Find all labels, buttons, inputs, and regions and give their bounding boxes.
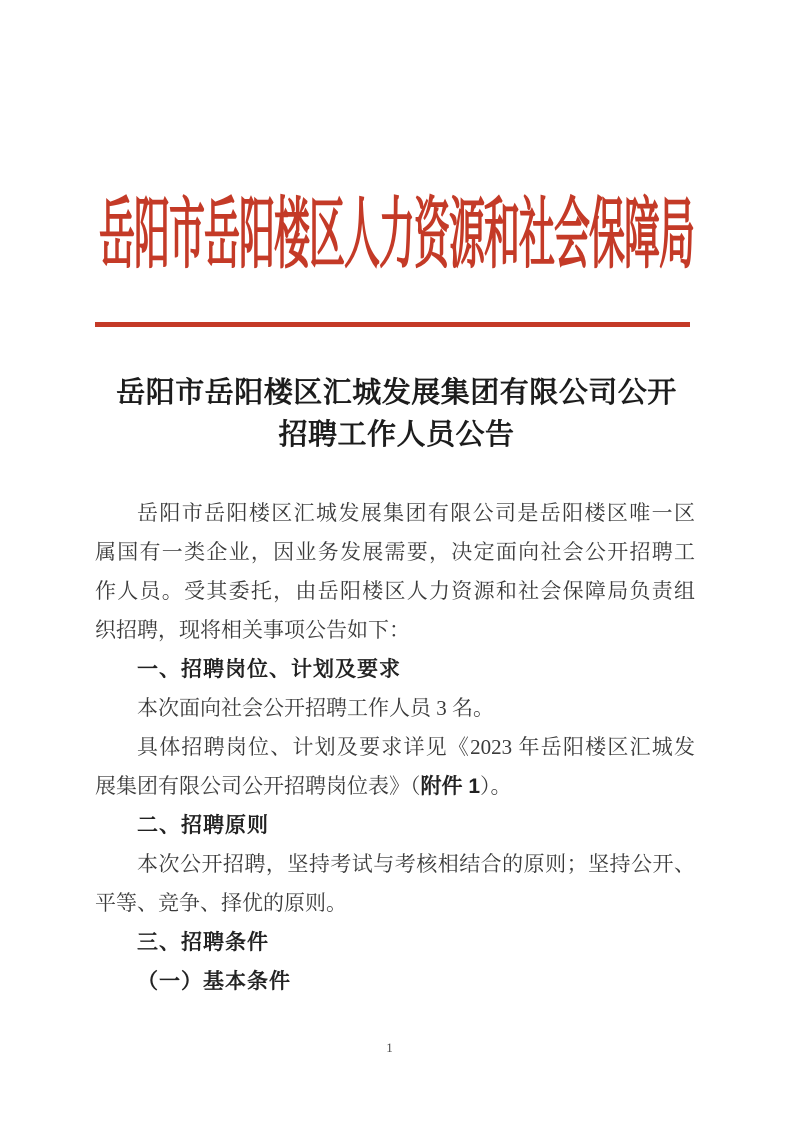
- section1-paragraph-2-line-2: [95, 767, 695, 806]
- section2-paragraph-line-2: 平等、竞争、择优的原则。: [95, 891, 347, 915]
- section1-paragraph-2-line-2-closing: ）。: [480, 774, 512, 798]
- section2-paragraph-line-1: 本次公开招聘，坚持考试与考核相结合的原则；坚持公开、: [137, 852, 695, 876]
- intro-paragraph-line-2: 属国有一类企业，因业务发展需要，决定面向社会公开招聘工: [95, 540, 695, 564]
- intro-paragraph-line-3: 作人员。受其委托，由岳阳楼区人力资源和社会保障局负责组: [95, 579, 695, 603]
- page-number: 1: [386, 1040, 393, 1055]
- attachment-1-reference: 附件 1: [420, 775, 481, 798]
- section2-heading: 二、招聘原则: [137, 814, 269, 837]
- section3-subheading-1: （一）基本条件: [137, 970, 291, 993]
- letterhead-divider-rule: [95, 322, 690, 327]
- document-title-line1: 岳阳市岳阳楼区汇城发展集团有限公司公开: [116, 377, 677, 409]
- document-title-line2: 招聘工作人员公告: [278, 419, 515, 451]
- intro-paragraph-line-4: 织招聘，现将相关事项公告如下：: [95, 618, 410, 642]
- document-title: [0, 372, 793, 456]
- section3-heading: 三、招聘条件: [137, 931, 269, 954]
- section1-heading: 一、招聘岗位、计划及要求: [137, 658, 401, 681]
- letterhead-org-name: 岳阳市岳阳楼区人力资源和社会保障局: [98, 191, 694, 278]
- section1-paragraph-2-line-1: 具体招聘岗位、计划及要求详见《2023 年岳阳楼区汇城发: [137, 735, 695, 759]
- section1-paragraph-1: 本次面向社会公开招聘工作人员 3 名。: [137, 696, 494, 720]
- intro-paragraph-line-1: 岳阳市岳阳楼区汇城发展集团有限公司是岳阳楼区唯一区: [137, 501, 695, 525]
- section1-paragraph-2-line-2-text: 展集团有限公司公开招聘岗位表》（: [95, 774, 421, 798]
- document-body: [95, 494, 695, 1001]
- letterhead: [0, 191, 793, 278]
